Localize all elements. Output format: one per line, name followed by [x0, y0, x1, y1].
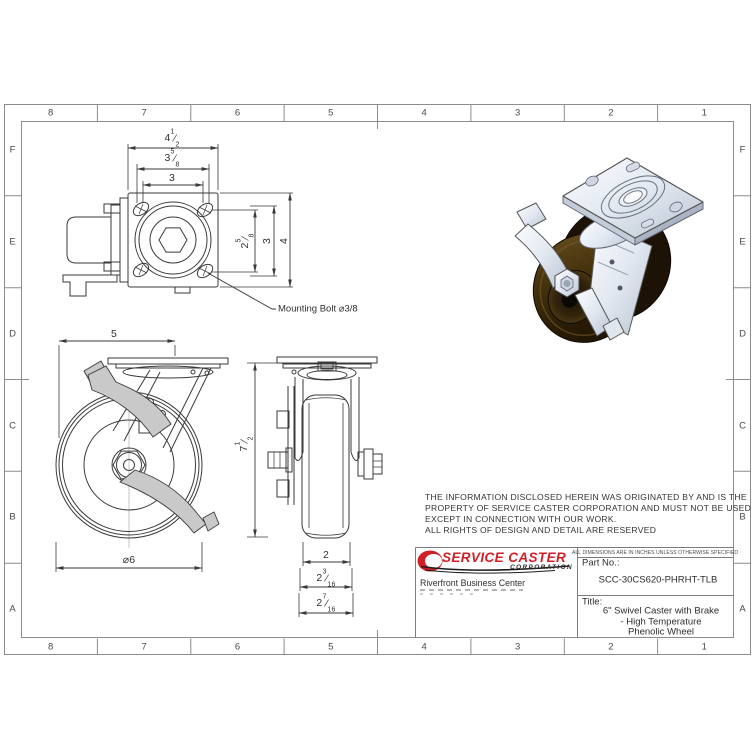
title-line: Phenolic Wheel [627, 626, 695, 637]
clipped-address-artifact [420, 593, 478, 595]
dim-plate-overall-width: $4^1⁄$ $_2$ [164, 132, 179, 147]
zone-row-right: F [739, 144, 746, 156]
caster-3d-render [514, 158, 703, 361]
zone-col-bottom: 5 [328, 641, 334, 652]
zone-col-top: 1 [701, 107, 707, 118]
title-line: 6" Swivel Caster with Brake [602, 605, 720, 617]
dim-plate-overall-height: 4 [278, 237, 290, 245]
dim-tread-width: 2 [322, 549, 330, 561]
zone-row-right: E [739, 236, 746, 248]
zone-col-top: 4 [421, 107, 427, 118]
zone-row-left: E [9, 236, 16, 248]
zone-col-top: 8 [48, 107, 54, 118]
address-line: Riverfront Business Center [420, 578, 526, 588]
dim-plate-bolt-outer-height: 3 [261, 237, 273, 245]
dim-swivel-radius: 5 [110, 328, 118, 340]
dim-plate-bolt-outer-width: $3^5⁄$ $_8$ [164, 152, 179, 167]
zone-col-bottom: 6 [234, 641, 241, 652]
zone-row-right: D [739, 328, 746, 340]
disclaimer-line: EXCEPT IN CONNECTION WITH OUR WORK. [425, 514, 617, 524]
dim-plate-bolt-inner-width: 3 [168, 172, 176, 184]
zone-col-bottom: 4 [421, 641, 427, 652]
dim-wheel-diameter: ⌀6 [122, 554, 136, 566]
logo-subtext: CORPORATION [510, 564, 573, 571]
part-number-label: Part No.: [582, 557, 620, 569]
zone-row-left: A [9, 603, 16, 615]
disclaimer-line: ALL RIGHTS OF DESIGN AND DETAIL ARE RESERVED [425, 525, 657, 535]
zone-row-right: A [739, 603, 746, 615]
zone-row-left: F [9, 144, 16, 156]
units-note: ALL DIMENSIONS ARE IN INCHES UNLESS OTHERWISE SPECIFIED [571, 549, 739, 556]
mounting-bolt-callout: Mounting Bolt ⌀3/8 [278, 303, 358, 315]
dim-overall-height: $7^1⁄$ $_2$ [238, 436, 253, 451]
zone-col-top: 5 [328, 107, 334, 118]
zone-col-bottom: 2 [608, 641, 614, 652]
zone-row-right: C [739, 420, 746, 431]
plate-top-view [63, 144, 293, 309]
dim-plate-bolt-inner-height: $2^5⁄$ $_8$ [239, 233, 254, 248]
zone-col-top: 2 [608, 107, 614, 118]
disclaimer-line: THE INFORMATION DISCLOSED HEREIN WAS ORIGINATED BY AND IS THE [425, 492, 747, 502]
disclaimer-line: PROPERTY OF SERVICE CASTER CORPORATION AND MUST NOT BE USED [425, 503, 752, 513]
zone-col-bottom: 1 [701, 641, 707, 652]
zone-col-bottom: 7 [141, 641, 147, 652]
caster-front-view [247, 357, 382, 617]
logo-text: SERVICE CASTER [442, 550, 567, 565]
zone-col-bottom: 3 [514, 641, 521, 652]
zone-col-top: 7 [141, 107, 147, 118]
dim-hub-width: $2^3⁄$ $_{16}$ [316, 572, 335, 587]
part-number-value: SCC-30CS620-PHRHT-TLB [598, 574, 718, 586]
dim-overall-width: $2^7⁄$ $_{16}$ [316, 597, 335, 612]
clipped-address-artifact [420, 589, 523, 591]
zone-col-top: 6 [234, 107, 241, 118]
title-label: Title: [582, 596, 603, 608]
caster-side-view [56, 341, 228, 572]
zone-col-top: 3 [514, 107, 521, 118]
service-caster-logo [417, 549, 577, 575]
title-line: - High Temperature [620, 616, 702, 627]
zone-row-left: B [9, 511, 16, 523]
zone-col-bottom: 8 [48, 641, 54, 652]
zone-row-left: D [9, 328, 16, 340]
zone-row-left: C [9, 420, 16, 431]
zone-row-right: B [739, 511, 746, 523]
